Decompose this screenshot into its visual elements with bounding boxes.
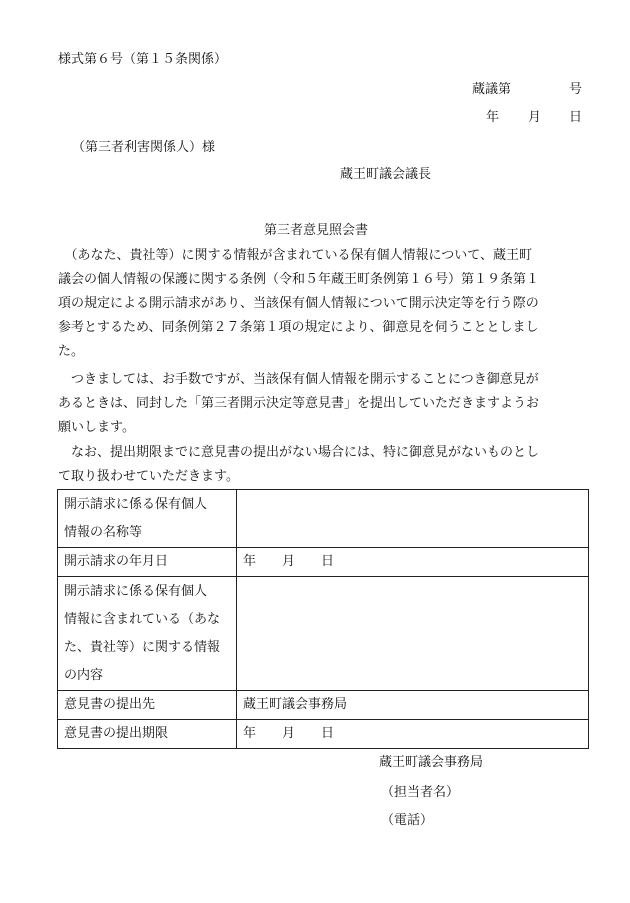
paragraph-1-line: た。 (58, 344, 85, 359)
paragraph-2-line: 願いします。 (58, 420, 135, 435)
date-day: 日 (569, 110, 583, 125)
document-number-prefix: 蔵議第 (472, 82, 512, 97)
label-line: た、貴社等）に関する情報 (64, 639, 221, 655)
paragraph-3 (58, 441, 588, 489)
date-year: 年 (243, 554, 257, 569)
label-line: 開示請求に係る保有個人 (64, 496, 208, 512)
date-month: 月 (282, 726, 296, 741)
table-row (58, 720, 589, 749)
table-row (58, 490, 589, 548)
label-line: 開示請求に係る保有個人 (64, 583, 208, 599)
label-line: 情報の名称等 (64, 524, 143, 540)
paragraph-3-line: て取り扱わせていただきます。 (58, 469, 239, 484)
document-number-suffix: 号 (569, 82, 583, 97)
date-month: 月 (528, 110, 542, 125)
date-month: 月 (282, 554, 296, 569)
paragraph-1 (58, 244, 588, 364)
date-day: 日 (321, 554, 335, 569)
paragraph-1-line: 項の規定による開示請求があり、当該保有個人情報について開示決定等を行う際の (58, 296, 539, 311)
paragraph-3-line: なお、提出期限までに意見書の提出がない場合には、特に御意見がないものとし (58, 445, 540, 460)
paragraph-1-line: 参考とするため、同条例第２７条第１項の規定により、御意見を伺うこととしまし (58, 320, 539, 335)
row-label-document-name (58, 490, 237, 548)
date-year: 年 (243, 726, 257, 741)
row-value-submission-destination: 蔵王町議会事務局 (237, 691, 589, 720)
row-value-document-name (237, 490, 589, 548)
addressee: （第三者利害関係人）様 (72, 140, 216, 155)
table-row (58, 548, 589, 577)
date-year: 年 (486, 110, 500, 125)
row-value-information-content (237, 577, 589, 691)
row-value-request-date (237, 548, 589, 577)
paragraph-2 (58, 368, 588, 440)
label-line: の内容 (64, 667, 104, 683)
table-row (58, 577, 589, 691)
label-line: 情報に含まれている（あな (64, 611, 221, 627)
row-value-submission-deadline (237, 720, 589, 749)
row-label-request-date: 開示請求の年月日 (58, 548, 237, 577)
form-number: 様式第６号（第１５条関係） (58, 52, 228, 67)
footer-office: 蔵王町議会事務局 (379, 755, 484, 770)
document-title: 第三者意見照会書 (264, 223, 369, 238)
paragraph-2-line: つきましては、お手数ですが、当該保有個人情報を開示することにつき御意見が (58, 372, 539, 387)
footer-contact-person: （担当者名） (381, 785, 460, 800)
table-row (58, 691, 589, 720)
footer-phone: （電話） (381, 813, 434, 828)
row-label-information-content (58, 577, 237, 691)
inquiry-table (57, 489, 589, 749)
paragraph-2-line: あるときは、同封した「第三者開示決定等意見書」を提出していただきますようお (58, 396, 540, 411)
sender: 蔵王町議会議長 (340, 167, 432, 182)
row-label-submission-destination: 意見書の提出先 (58, 691, 237, 720)
paragraph-1-line: 議会の個人情報の保護に関する条例（令和５年蔵王町条例第１６号）第１９条第１ (58, 272, 540, 287)
date-day: 日 (321, 726, 335, 741)
row-label-submission-deadline: 意見書の提出期限 (58, 720, 237, 749)
paragraph-1-line: （あなた、貴社等）に関する情報が含まれている保有個人情報について、蔵王町 (58, 248, 532, 263)
